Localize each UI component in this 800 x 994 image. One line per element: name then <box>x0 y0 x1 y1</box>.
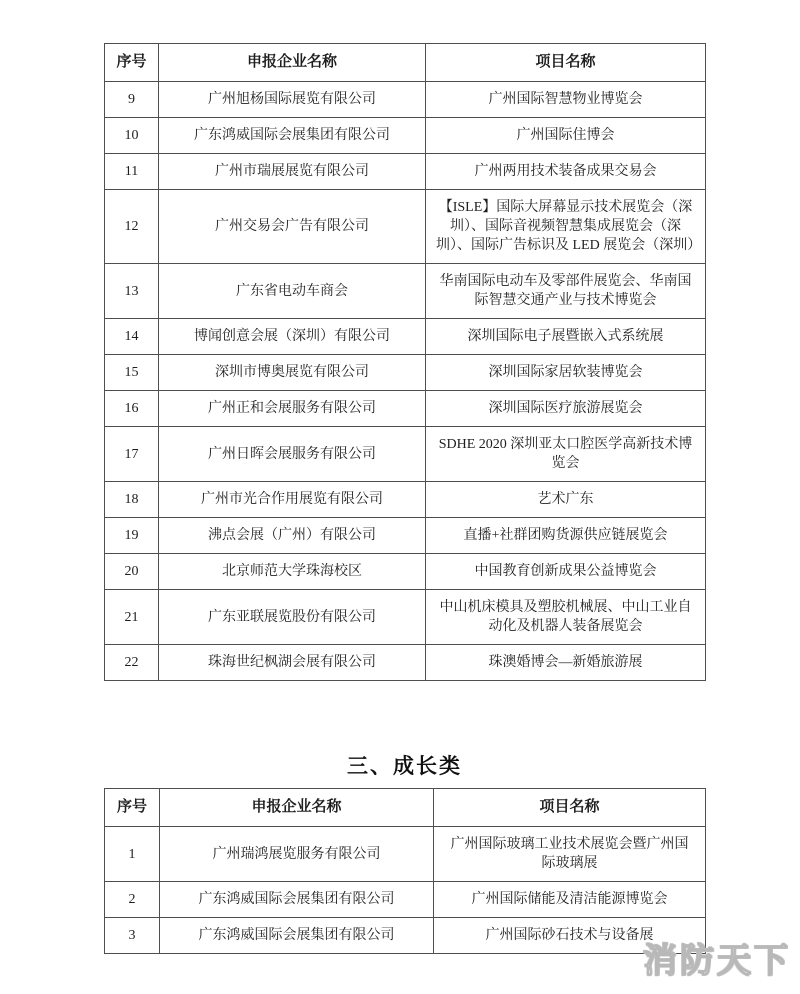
header-index: 序号 <box>105 789 160 827</box>
cell-index: 16 <box>105 391 159 427</box>
cell-index: 14 <box>105 319 159 355</box>
cell-project-name: 广州国际砂石技术与设备展 <box>434 918 706 954</box>
table-row <box>105 118 706 154</box>
cell-project-name: 深圳国际家居软装博览会 <box>426 355 706 391</box>
cell-index: 19 <box>105 518 159 554</box>
cell-company-name: 沸点会展（广州）有限公司 <box>159 518 426 554</box>
table-row <box>105 554 706 590</box>
cell-index: 12 <box>105 190 159 264</box>
cell-company-name: 广东亚联展览股份有限公司 <box>159 590 426 645</box>
cell-company-name: 广州交易会广告有限公司 <box>159 190 426 264</box>
header-company: 申报企业名称 <box>159 44 426 82</box>
cell-company-name: 广州正和会展服务有限公司 <box>159 391 426 427</box>
cell-project-name: 华南国际电动车及零部件展览会、华南国际智慧交通产业与技术博览会 <box>426 264 706 319</box>
table-row <box>105 355 706 391</box>
table-row <box>105 82 706 118</box>
table-row <box>105 590 706 645</box>
cell-company-name: 广东鸿威国际会展集团有限公司 <box>160 882 434 918</box>
cell-index: 21 <box>105 590 159 645</box>
table-row <box>105 154 706 190</box>
cell-project-name: 广州两用技术装备成果交易会 <box>426 154 706 190</box>
cell-project-name: 广州国际智慧物业博览会 <box>426 82 706 118</box>
cell-index: 9 <box>105 82 159 118</box>
growth-category-table <box>104 788 706 954</box>
cell-project-name: 直播+社群团购货源供应链展览会 <box>426 518 706 554</box>
table-row <box>105 918 706 954</box>
table-row <box>105 518 706 554</box>
table-header-row <box>105 789 706 827</box>
table-row <box>105 319 706 355</box>
cell-company-name: 珠海世纪枫湖会展有限公司 <box>159 645 426 681</box>
cell-company-name: 广东鸿威国际会展集团有限公司 <box>159 118 426 154</box>
table-row <box>105 482 706 518</box>
cell-index: 2 <box>105 882 160 918</box>
table-row <box>105 427 706 482</box>
cell-company-name: 博闻创意会展（深圳）有限公司 <box>159 319 426 355</box>
cell-project-name: 中山机床模具及塑胶机械展、中山工业自动化及机器人装备展览会 <box>426 590 706 645</box>
cell-index: 17 <box>105 427 159 482</box>
cell-index: 10 <box>105 118 159 154</box>
cell-project-name: SDHE 2020 深圳亚太口腔医学高新技术博览会 <box>426 427 706 482</box>
header-project: 项目名称 <box>426 44 706 82</box>
cell-company-name: 深圳市博奥展览有限公司 <box>159 355 426 391</box>
header-index: 序号 <box>105 44 159 82</box>
cell-company-name: 广州市瑞展展览有限公司 <box>159 154 426 190</box>
cell-company-name: 广州瑞鸿展览服务有限公司 <box>160 827 434 882</box>
table-row <box>105 645 706 681</box>
cell-index: 13 <box>105 264 159 319</box>
key-support-table <box>104 43 706 681</box>
cell-project-name: 广州国际储能及清洁能源博览会 <box>434 882 706 918</box>
header-company: 申报企业名称 <box>160 789 434 827</box>
cell-project-name: 艺术广东 <box>426 482 706 518</box>
cell-index: 3 <box>105 918 160 954</box>
cell-project-name: 广州国际玻璃工业技术展览会暨广州国际玻璃展 <box>434 827 706 882</box>
cell-project-name: 中国教育创新成果公益博览会 <box>426 554 706 590</box>
cell-company-name: 广州市光合作用展览有限公司 <box>159 482 426 518</box>
section-title-growth-category: 三、成长类 <box>347 755 462 778</box>
cell-index: 11 <box>105 154 159 190</box>
table-row <box>105 264 706 319</box>
cell-project-name: 深圳国际电子展暨嵌入式系统展 <box>426 319 706 355</box>
cell-project-name: 广州国际住博会 <box>426 118 706 154</box>
cell-index: 22 <box>105 645 159 681</box>
table-row <box>105 827 706 882</box>
cell-index: 1 <box>105 827 160 882</box>
cell-index: 15 <box>105 355 159 391</box>
cell-project-name: 【ISLE】国际大屏幕显示技术展览会（深圳）、国际音视频智慧集成展览会（深圳）、国际广告标识及 LED 展览会（深圳） <box>426 190 706 264</box>
table-header-row <box>105 44 706 82</box>
cell-company-name: 北京师范大学珠海校区 <box>159 554 426 590</box>
cell-company-name: 广东鸿威国际会展集团有限公司 <box>160 918 434 954</box>
table-row <box>105 391 706 427</box>
header-project: 项目名称 <box>434 789 706 827</box>
table-row <box>105 190 706 264</box>
cell-index: 18 <box>105 482 159 518</box>
cell-company-name: 广州旭杨国际展览有限公司 <box>159 82 426 118</box>
cell-company-name: 广州日晖会展服务有限公司 <box>159 427 426 482</box>
cell-index: 20 <box>105 554 159 590</box>
table-row <box>105 882 706 918</box>
cell-company-name: 广东省电动车商会 <box>159 264 426 319</box>
cell-project-name: 珠澳婚博会—新婚旅游展 <box>426 645 706 681</box>
cell-project-name: 深圳国际医疗旅游展览会 <box>426 391 706 427</box>
watermark-text: 消防天下 <box>643 941 791 981</box>
